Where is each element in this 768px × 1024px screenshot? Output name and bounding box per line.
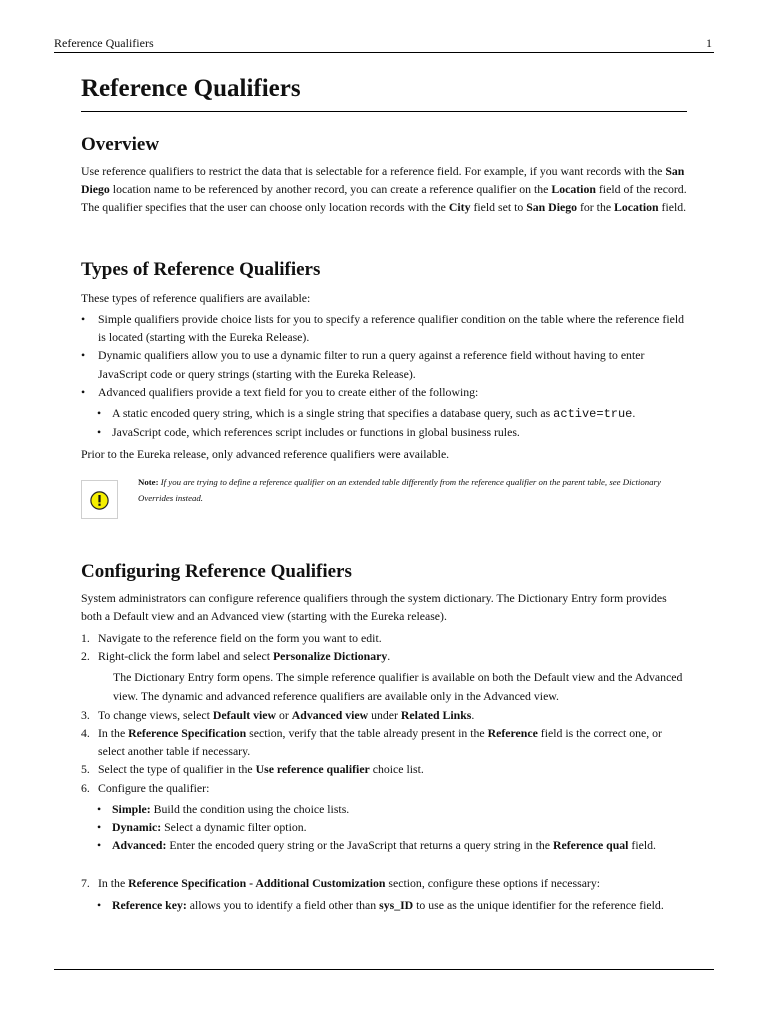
footer-rule [54,969,714,970]
list-item: • Advanced qualifiers provide a text field for you to create either of the following: [81,384,479,399]
config-step-7 [81,874,687,892]
code-snippet: active=true [553,407,633,421]
overview-paragraph: Use reference qualifiers to restrict the data that is selectable for a reference field. For example, if you want records with the San Diego location name to be referenced by another record, you can create a reference qualifier on the Location field of the record. The qualifier specifies that the user can choose only location records with the City field set to San Diego for the Location field. [81,164,687,215]
step-item: 7. In the Reference Specification - Additional Customization section, configure these options if necessary: [81,876,601,890]
step-continuation: The Dictionary Entry form opens. The simple reference qualifier is available on both the Default view and the Advanced view. The dynamic and advanced reference qualifiers are available only in the Advanced view. [113,670,683,703]
note-icon-box [81,480,118,519]
types-list [81,310,687,401]
types-intro: These types of reference qualifiers are available: [81,291,311,305]
list-item: • Dynamic: Select a dynamic filter option. [97,820,307,835]
step-item: 5. Select the type of qualifier in the Use reference qualifier choice list. [81,762,424,777]
step-item: 6. Configure the qualifier: [81,780,210,795]
config-intro: System administrators can configure reference qualifiers through the system dictionary. The Dictionary Entry form provides both a Default view and an Advanced view (starting with the Eureka release). [81,591,667,624]
types-sublist [81,404,687,441]
list-item: • Reference key: allows you to identify a field other than sys_ID to use as the unique identifier for the reference field. [97,898,664,912]
qualifier-options [81,800,687,855]
step-item: 2. Right-click the form label and select Personalize Dictionary. [81,649,391,664]
running-title: Reference Qualifiers [54,36,154,50]
list-item: • JavaScript code, which references script includes or functions in global business rules. [97,425,520,440]
list-item: • A static encoded query string, which is a single string that specifies a database query, such as active=true. [97,406,636,421]
types-outro: Prior to the Eureka release, only advanced reference qualifiers were available. [81,447,450,461]
running-header [54,36,714,53]
overview-heading: Overview [81,134,160,155]
note-label: Note: [138,477,159,487]
step-item: 4. In the Reference Specification section, verify that the table already present in the Reference field is the correct one, or select another table if necessary. [81,726,662,759]
page-title: Reference Qualifiers [81,72,687,112]
list-item: • Advanced: Enter the encoded query string or the JavaScript that returns a query string in the Reference qual field. [97,838,656,853]
step-item: 1. Navigate to the reference field on the form you want to edit. [81,631,382,645]
page-number: 1 [706,36,712,50]
config-steps [81,629,687,797]
warning-icon [90,491,109,510]
note-text: Note: If you are trying to define a reference qualifier on an extended table differently from the reference qualifier on the parent table, see Dictionary Overrides instead. [138,477,661,503]
types-heading: Types of Reference Qualifiers [81,259,321,280]
list-item: • Dynamic qualifiers allow you to use a dynamic filter to run a query against a reference field without having to enter JavaScript code or query strings (starting with the Eureka Release). [81,348,645,381]
step-item: 3. To change views, select Default view or Advanced view under Related Links. [81,707,475,722]
list-item: • Simple: Build the condition using the choice lists. [97,802,350,816]
list-item: • Simple qualifiers provide choice lists for you to specify a reference qualifier condition on the table where the reference field is located (starting with the Eureka Release). [81,312,685,345]
config-heading: Configuring Reference Qualifiers [81,561,352,582]
customization-options [81,896,687,914]
